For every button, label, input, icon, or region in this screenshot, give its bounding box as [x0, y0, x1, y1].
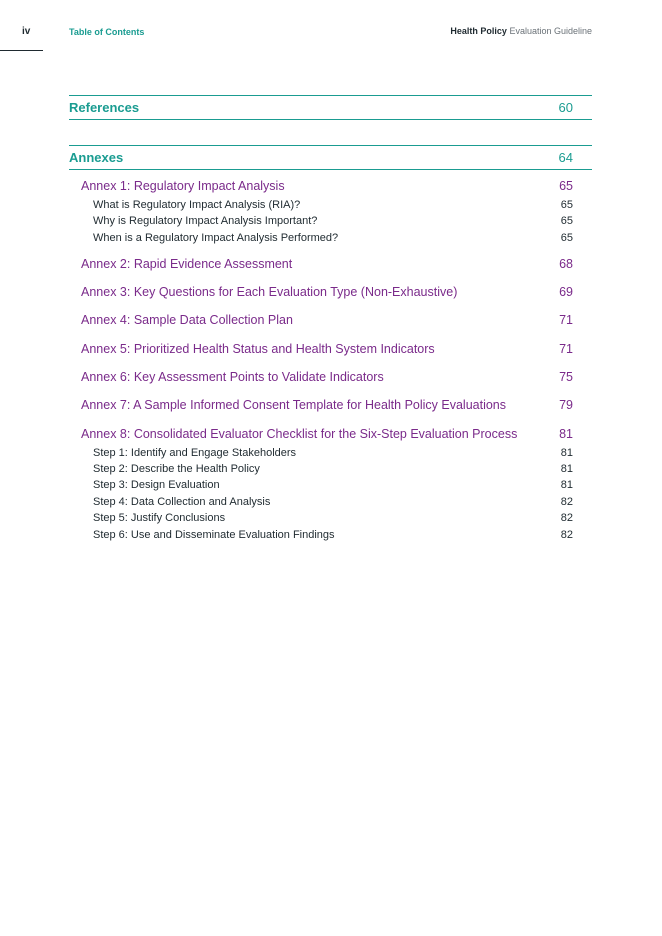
toc-section-label: Annexes: [69, 150, 124, 165]
toc-page-number: 81: [560, 479, 573, 491]
toc-page-number: 81: [559, 427, 573, 441]
toc-page-number: 65: [560, 215, 573, 227]
toc-section-annexes[interactable]: [69, 145, 592, 170]
toc-entry-label: Annex 7: A Sample Informed Consent Template for Health Policy Evaluations: [81, 398, 507, 412]
toc-entry-label: When is a Regulatory Impact Analysis Performed?: [93, 232, 339, 244]
toc-entry-label: Step 1: Identify and Engage Stakeholders: [93, 447, 297, 459]
toc-page-number: 71: [559, 313, 573, 327]
running-doc-title: [450, 26, 592, 36]
toc-entry-label: Annex 6: Key Assessment Points to Validate Indicators: [81, 370, 384, 384]
toc-page-number: 81: [560, 447, 573, 459]
toc-page-number: 68: [559, 257, 573, 271]
toc-section-references[interactable]: [69, 95, 592, 120]
toc-page-number: 82: [560, 512, 573, 524]
running-section-label: Table of Contents: [69, 27, 145, 37]
toc-page-number: 64: [558, 150, 573, 165]
toc-page-number: 65: [560, 232, 573, 244]
toc-page-number: 60: [558, 100, 573, 115]
toc-section-label: References: [69, 100, 140, 115]
doc-title-bold: Health Policy: [450, 26, 507, 36]
toc-page-number: 75: [559, 370, 573, 384]
toc-entry-label: Annex 8: Consolidated Evaluator Checklist for the Six-Step Evaluation Process: [81, 427, 518, 441]
toc-page-number: 71: [559, 342, 573, 356]
toc-entry-label: Annex 5: Prioritized Health Status and Health System Indicators: [81, 342, 435, 356]
toc-entry-label: Annex 1: Regulatory Impact Analysis: [81, 179, 285, 193]
toc-entry-label: Annex 4: Sample Data Collection Plan: [81, 313, 293, 327]
toc-page-number: 82: [560, 496, 573, 508]
toc-page-number: 81: [560, 463, 573, 475]
toc-entry-label: Why is Regulatory Impact Analysis Important?: [93, 215, 318, 227]
toc-entry-label: Step 5: Justify Conclusions: [93, 512, 226, 524]
toc-entry-label: Step 4: Data Collection and Analysis: [93, 496, 271, 508]
page-number: iv: [22, 26, 31, 37]
page-number-rule: [0, 50, 43, 51]
toc-entry-label: What is Regulatory Impact Analysis (RIA)?: [93, 199, 301, 211]
toc-page-number: 69: [559, 285, 573, 299]
toc-entry-label: Step 3: Design Evaluation: [93, 479, 220, 491]
toc-page-number: 65: [560, 199, 573, 211]
toc-entry-label: Step 6: Use and Disseminate Evaluation Findings: [93, 529, 335, 541]
toc-page-number: 79: [559, 398, 573, 412]
toc-page-number: 65: [559, 179, 573, 193]
toc-entry-label: Annex 2: Rapid Evidence Assessment: [81, 257, 293, 271]
toc-page-number: 82: [560, 529, 573, 541]
toc-entry-label: Annex 3: Key Questions for Each Evaluation Type (Non-Exhaustive): [81, 285, 458, 299]
toc-entry-label: Step 2: Describe the Health Policy: [93, 463, 260, 475]
doc-title-rest: Evaluation Guideline: [506, 26, 592, 36]
